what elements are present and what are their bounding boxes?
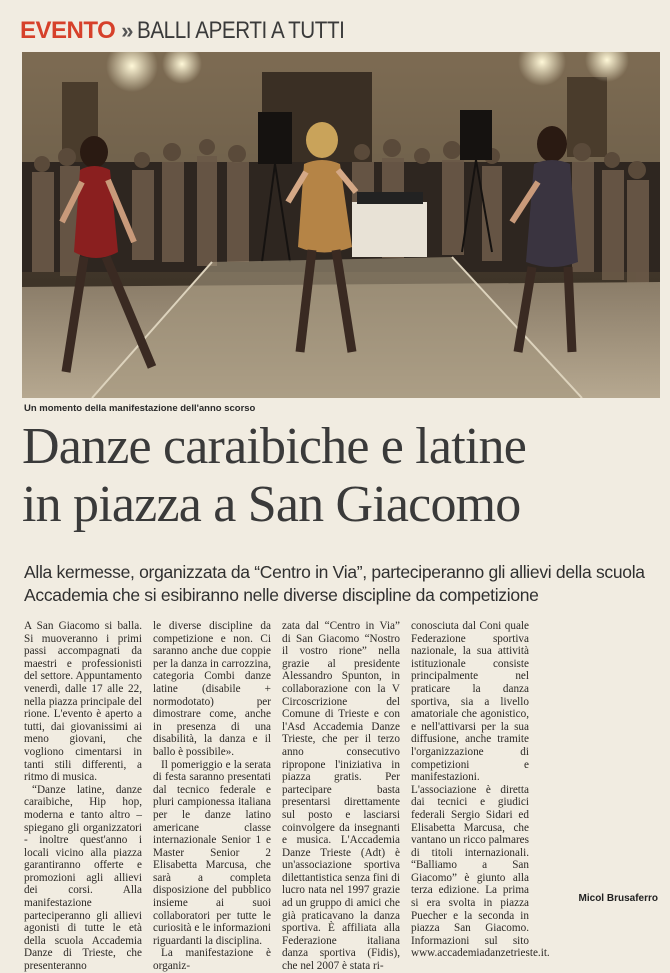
paragraph: “Danze latine, danze caraibiche, Hip hop, moderna e tanto altro – spiegano gli organizzatori - inoltre quest'anno i locali vicino alla piazza garantiranno offerte e promozioni agli allievi dei corsi. Alla manifestazione parteciperanno gli allievi agonisti di tutte le età della scuola Accademia Danze di Trieste, che presenteranno bbox=[24, 783, 142, 973]
subheadline: Alla kermesse, organizzata da “Centro in Via”, parteciperanno gli allievi della scuola Accademia che si esibiranno nelle diverse discipline da competizione bbox=[24, 562, 645, 605]
paragraph: Il pomeriggio e la serata di festa saranno presentati dal tecnico federale e pluri campionessa italiana per le danze latino americane classe internazionale Senior 1 e Master Senior 2 Elisabetta Marcusa, che sarà a completa disposizione del pubblico insieme ai suoi collaboratori per tutte le curiosità e le informazioni riguardanti la disciplina. bbox=[153, 758, 271, 947]
kicker-separator-icon: » bbox=[121, 18, 133, 43]
headline bbox=[22, 418, 662, 534]
body-column-1 bbox=[24, 620, 142, 973]
body-column-3 bbox=[282, 620, 400, 973]
paragraph: le diverse discipline da competizione e non. Ci saranno anche due coppie per la danza in carrozzina, categoria Combi danze latine (disabile + normodotato) per dimostrare come, anche in presenza di una disabilità, la danza e il ballo è possibile». bbox=[153, 620, 271, 758]
headline-line-2: in piazza a San Giacomo bbox=[22, 476, 521, 533]
paragraph: zata dal “Centro in Via” di San Giacomo “Nostro il vostro rione” nella grazie al presidente Alessandro Spunton, in collaborazione con la V Circoscrizione del Comune di Trieste e con l'Asd Accademia Danze Trieste, che per il terzo anno consecutivo ripropone l'iniziativa in piazza gratis. Per partecipare basta presentarsi direttamente sul posto e lasciarsi coinvolgere da insegnanti e musica. L'Accademia Danze Trieste (Adt) è un'associazione sportiva dilettantistica senza fini di lucro nata nel 1997 grazie ad un gruppo di amici che già praticavano la danza sportiva. È affiliata alla Federazione italiana danza sportiva (Fidis), che nel 2007 è stata ri- bbox=[282, 620, 400, 973]
event-photo bbox=[22, 52, 660, 398]
kicker-topic: BALLI APERTI A TUTTI bbox=[137, 17, 345, 44]
kicker-section: EVENTO bbox=[20, 17, 116, 44]
headline-line-1: Danze caraibiche e latine bbox=[22, 418, 526, 475]
paragraph: La manifestazione è organiz- bbox=[153, 947, 271, 973]
paragraph: A San Giacomo si balla. Si muoveranno i primi passi accompagnati da maestri e professionisti del settore. Appuntamento venerdì, dalle 17 alle 22, nella piazza principale del rione. L'evento è aperto a tutti, dai giovanissimi ai meno giovani, che vogliono cimentarsi in tanti stili differenti, a ritmo di musica. bbox=[24, 620, 142, 784]
photo-dancers-icon bbox=[22, 52, 660, 398]
paragraph: conosciuta dal Coni quale Federazione sportiva nazionale, la sua attività istituzionale consiste principalmente nel praticare la danza sportiva, sia a livello amatoriale che agonistico, e nell'attivarsi per la sua diffusione, anche tramite l'organizzazione di competizioni e manifestazioni. L'associazione è diretta dai tecnici e giudici federali Sergio Sidari ed Elisabetta Marcusa, che vantano un ricco palmares di titoli internazionali. “Balliamo a San Giacomo” è giunto alla terza edizione. La prima si era svolta in piazza Puecher e la seconda in piazza San Giacomo. Informazioni sul sito www.accademiadanzetrieste.it. bbox=[411, 620, 550, 960]
author-byline: Micol Brusaferro bbox=[578, 893, 658, 904]
body-column-2 bbox=[153, 620, 271, 973]
photo-caption: Un momento della manifestazione dell'anno scorso bbox=[24, 403, 256, 414]
body-column-4 bbox=[411, 620, 550, 960]
kicker bbox=[20, 14, 378, 48]
